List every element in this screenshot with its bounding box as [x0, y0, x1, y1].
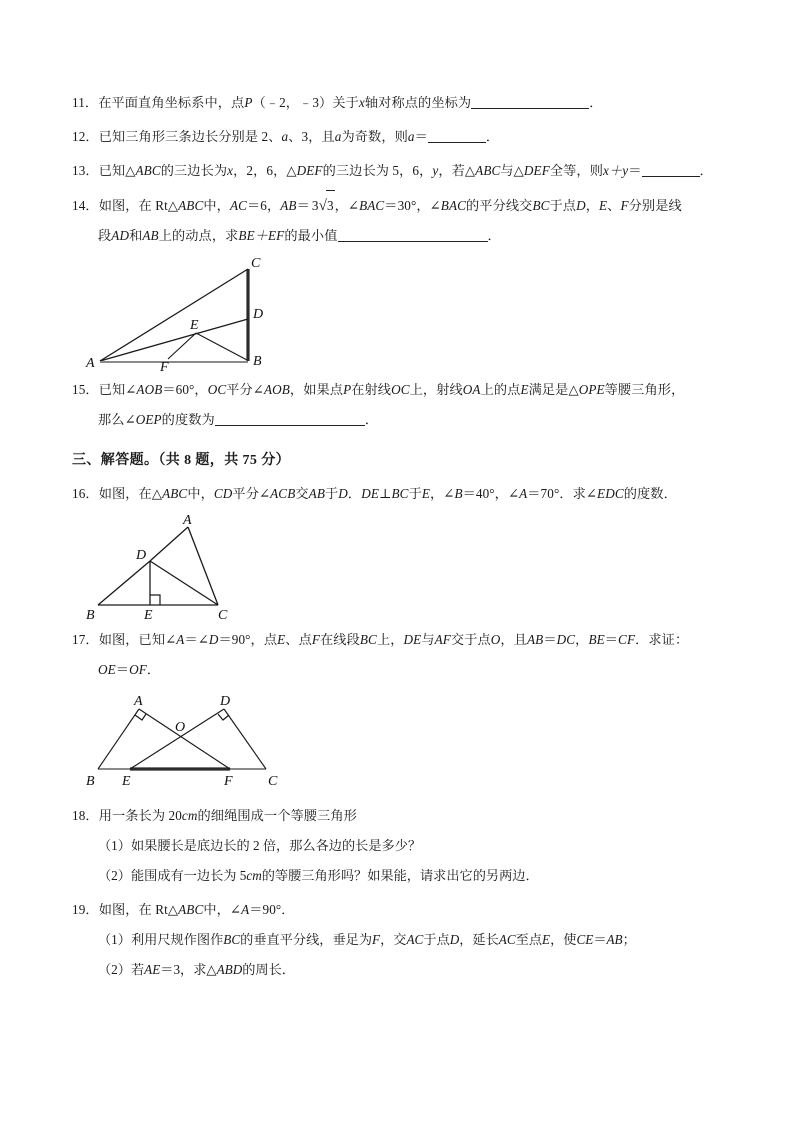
- q12-var-a1: a: [281, 129, 289, 144]
- q14-t2: 中，: [203, 198, 230, 213]
- q14-t8: 于点: [549, 198, 577, 213]
- q16-angle-a: A: [519, 486, 528, 501]
- q16-t7: ⊥: [378, 486, 392, 501]
- question-14-number: 14．: [72, 198, 99, 213]
- q15-period: ．: [364, 412, 379, 427]
- q12-text-c: 为奇数，则: [341, 129, 408, 144]
- figure-question-16: [72, 513, 722, 623]
- q16-t8: 于: [408, 486, 422, 501]
- q16-cd: CD: [213, 486, 233, 501]
- question-19-sub-1: [72, 925, 722, 955]
- right-angle-mark-d: [218, 714, 229, 720]
- figure-17-label-O: O: [175, 720, 186, 735]
- q13-t7: 全等，则: [549, 163, 604, 178]
- figure-17-label-B: B: [86, 774, 95, 789]
- q12-text-a: 已知三角形三条边长分别是 2、: [98, 129, 282, 144]
- q17-pt-f: F: [311, 632, 321, 647]
- question-17: [72, 625, 722, 685]
- q14-bac-2: BAC: [440, 198, 467, 213]
- segment-af: [139, 709, 230, 769]
- q19-ab: AB: [606, 932, 623, 947]
- worksheet-content: [72, 88, 722, 989]
- q17-angle-d: D: [208, 632, 219, 647]
- q17-angle-a: A: [176, 632, 185, 647]
- q14-l2b: 和: [129, 228, 143, 243]
- figure-14-label-D: D: [253, 307, 264, 322]
- q15-t6: 上，射线: [409, 382, 463, 397]
- q14-be-ef: BE＋EF: [238, 228, 285, 243]
- q11-period: ．: [589, 95, 603, 110]
- question-14-line-1: [72, 190, 722, 221]
- q14-bac-1: BAC: [359, 198, 385, 213]
- q13-var-x: x: [227, 163, 234, 178]
- q19-abc: ABC: [178, 902, 204, 917]
- q17-ab: AB: [527, 632, 544, 647]
- q16-t6: ．: [347, 486, 362, 501]
- q11-point-p: P: [244, 95, 253, 110]
- section-heading-three: 三、解答题。（共 8 题，共 75 分）: [72, 453, 290, 468]
- question-13: [72, 156, 722, 186]
- q17-cf: CF: [618, 632, 636, 647]
- question-13-line-1: [72, 156, 722, 186]
- q19-bc: BC: [223, 932, 241, 947]
- q16-t10: ＝40°，∠: [462, 486, 520, 501]
- question-11: [72, 88, 722, 118]
- q19-s1end: ；: [622, 932, 636, 947]
- q16-angle-b: B: [454, 486, 463, 501]
- q15-oa: OA: [462, 382, 481, 397]
- q15-t1: 已知∠: [98, 382, 137, 397]
- q19-s1e: ，延长: [459, 932, 499, 947]
- q11-text-a: 在平面直角坐标系中，点: [98, 95, 245, 110]
- q15-oc-1: OC: [207, 382, 227, 397]
- q13-t3: ，2，6，△: [233, 163, 297, 178]
- question-18-sub-2: [72, 861, 722, 891]
- q16-t12: 的度数．: [623, 486, 677, 501]
- q17-t11: ，: [575, 632, 589, 647]
- q17-period: ．: [146, 662, 161, 677]
- q14-ac: AC: [229, 198, 247, 213]
- q15-l2a: 那么∠: [98, 412, 136, 427]
- question-12: [72, 122, 722, 152]
- question-16-number: 16．: [72, 486, 99, 501]
- q12-answer-blank[interactable]: [428, 129, 486, 143]
- q19-s1a: （1）利用尺规作图作: [98, 932, 224, 947]
- q17-pt-e: E: [277, 632, 286, 647]
- question-17-line-1: [72, 625, 722, 655]
- question-17-line-2: [72, 655, 722, 685]
- segment-de: [130, 709, 224, 769]
- question-13-number: 13．: [72, 163, 99, 178]
- q19-pt-d: D: [449, 932, 460, 947]
- figure-14-label-B: B: [253, 354, 262, 369]
- q17-t4: 、点: [285, 632, 312, 647]
- segment-da: [150, 527, 188, 561]
- q13-def-1: DEF: [296, 163, 323, 178]
- q14-pt-d: D: [576, 198, 586, 213]
- segment-dc: [224, 709, 266, 769]
- question-12-number: 12．: [72, 129, 99, 144]
- q14-abc: ABC: [178, 198, 204, 213]
- question-14-line-2: [72, 221, 722, 251]
- q16-edc: EDC: [597, 486, 624, 501]
- q13-xy: x＋y: [603, 163, 629, 178]
- q14-ab: AB: [280, 198, 297, 213]
- q15-oep: OEP: [135, 412, 162, 427]
- right-angle-mark-e: [150, 595, 160, 605]
- q15-pt-p: P: [343, 382, 352, 397]
- q11-text-c: 轴对称点的坐标为: [364, 95, 472, 110]
- question-15-line-2: [72, 405, 722, 435]
- q18-t1: 用一条长为 20: [98, 808, 182, 823]
- q19-s1c: ，交: [380, 932, 407, 947]
- q13-abc-1: ABC: [135, 163, 161, 178]
- q16-acb: ACB: [270, 486, 296, 501]
- q14-period: ．: [487, 228, 501, 243]
- q16-t3: 平分∠: [232, 486, 271, 501]
- q12-text-b: 、3，且: [288, 129, 335, 144]
- q13-var-y: y: [432, 163, 439, 178]
- q19-s2a: （2）若: [98, 962, 145, 977]
- q16-t2: 中，: [187, 486, 214, 501]
- q19-s1b: 的垂直平分线，垂足为: [240, 932, 373, 947]
- figure-17-label-F: F: [224, 774, 233, 789]
- q19-t1: 如图，在 Rt△: [98, 902, 179, 917]
- q12-text-d: ＝: [414, 129, 428, 144]
- figure-14-label-A: A: [86, 356, 95, 371]
- segment-eb: [196, 333, 247, 360]
- q14-l2a: 段: [98, 228, 112, 243]
- q17-t10: ＝: [543, 632, 557, 647]
- q13-t6: 与△: [500, 163, 524, 178]
- q14-radical-body: 3: [326, 190, 335, 221]
- q16-t5: 于: [324, 486, 339, 501]
- q16-pt-d: D: [338, 486, 348, 501]
- question-15-line-1: [72, 375, 722, 405]
- figure-16-label-C: C: [218, 608, 228, 623]
- figure-16-label-A: A: [183, 513, 192, 528]
- figure-16-label-D: D: [136, 548, 147, 563]
- q16-t9: ，∠: [430, 486, 455, 501]
- q17-dc: DC: [556, 632, 576, 647]
- question-18-line-1: [72, 801, 722, 831]
- q16-de: DE: [361, 486, 379, 501]
- q17-bc: BC: [359, 632, 377, 647]
- figure-17-label-A: A: [134, 694, 143, 709]
- q17-pt-o: O: [490, 632, 501, 647]
- q17-of: OF: [129, 662, 147, 677]
- q15-t9: 等腰三角形，: [604, 382, 685, 397]
- q14-t11: 分别是线: [628, 198, 682, 213]
- q14-t6: ＝30°，∠: [384, 198, 441, 213]
- q15-t7: 上的点: [480, 382, 521, 397]
- question-15-number: 15．: [72, 382, 99, 397]
- q12-var-a3: a: [407, 129, 415, 144]
- q14-radical-coeff: 3: [311, 198, 319, 213]
- q17-t1: 如图，已知∠: [98, 632, 177, 647]
- q17-t5: 在线段: [320, 632, 360, 647]
- segment-bd: [98, 561, 150, 605]
- q15-t5: 在射线: [351, 382, 392, 397]
- question-11-line-1: [72, 88, 722, 118]
- q17-t2: ＝∠: [184, 632, 209, 647]
- q14-l2d: 的最小值: [284, 228, 338, 243]
- question-18: [72, 801, 722, 891]
- q16-ab: AB: [308, 486, 325, 501]
- q15-t2: ＝60°，: [162, 382, 208, 397]
- q13-period: ．: [699, 163, 713, 178]
- q17-af: AF: [434, 632, 451, 647]
- q19-s2b: ＝3，求△: [160, 962, 217, 977]
- q19-abd: ABD: [216, 962, 243, 977]
- question-11-number: 11．: [72, 95, 99, 110]
- q17-t9: ，且: [500, 632, 527, 647]
- q13-answer-blank[interactable]: [642, 163, 700, 177]
- figure-question-17: [72, 689, 722, 799]
- question-16: [72, 479, 722, 509]
- figure-16-label-E: E: [144, 608, 153, 623]
- q17-eq: ＝: [115, 662, 130, 677]
- radical-icon: √: [318, 198, 327, 214]
- q16-pt-e: E: [421, 486, 431, 501]
- q15-aob-2: AOB: [263, 382, 290, 397]
- q16-bc: BC: [391, 486, 409, 501]
- q13-abc-2: ABC: [475, 163, 501, 178]
- q13-t2: 的三边长为: [160, 163, 228, 178]
- question-15: [72, 375, 722, 435]
- question-19-number: 19．: [72, 902, 99, 917]
- q19-ac-1: AC: [406, 932, 424, 947]
- segment-ef: [168, 333, 196, 359]
- segment-ac: [188, 527, 218, 605]
- question-19-sub-2: [72, 955, 722, 985]
- q17-t7: 与: [421, 632, 435, 647]
- q19-t2: 中，∠: [203, 902, 242, 917]
- q16-abc: ABC: [162, 486, 188, 501]
- q14-t9: ，: [585, 198, 600, 213]
- q14-l2c: 上的动点，求: [158, 228, 239, 243]
- figure-14-label-C: C: [251, 256, 261, 271]
- q19-s2c: 的周长．: [242, 962, 295, 977]
- q19-angle-a: A: [241, 902, 250, 917]
- q17-t3: ＝90°，点: [218, 632, 278, 647]
- q13-t8: ＝: [628, 163, 642, 178]
- q19-t3: ＝90°．: [249, 902, 295, 917]
- q19-s1d: 于点: [423, 932, 450, 947]
- q15-t8: 满足是△: [528, 382, 579, 397]
- figure-17-label-E: E: [122, 774, 131, 789]
- q13-t4: 的三边长为 5，6，: [322, 163, 433, 178]
- q19-ce: CE: [576, 932, 594, 947]
- question-18-number: 18．: [72, 808, 99, 823]
- q18-unit-cm-2: cm: [246, 868, 262, 883]
- q15-ope: OPE: [578, 382, 605, 397]
- question-16-line-1: [72, 479, 722, 509]
- q17-t8: 交于点: [450, 632, 491, 647]
- q19-s1h: ＝: [593, 932, 607, 947]
- q14-ad: AD: [111, 228, 130, 243]
- q19-ac-2: AC: [498, 932, 516, 947]
- q19-ae: AE: [144, 962, 161, 977]
- q18-unit-cm-1: cm: [181, 808, 198, 823]
- q19-s1f: 至点: [515, 932, 543, 947]
- q14-t5: ，∠: [334, 198, 360, 213]
- q14-t3: ＝6，: [247, 198, 281, 213]
- figure-17-label-D: D: [220, 694, 231, 709]
- figure-16-svg: [72, 513, 302, 623]
- q14-ab-2: AB: [142, 228, 159, 243]
- q14-answer-blank[interactable]: [338, 228, 488, 242]
- question-19-line-1: [72, 895, 722, 925]
- figure-14-svg: [72, 255, 312, 373]
- q18-sub2-a: （2）能围成有一边长为 5: [98, 868, 247, 883]
- q15-t4: ，如果点: [289, 382, 344, 397]
- q14-t7: 的平分线交: [466, 198, 533, 213]
- q11-axis-x: x: [358, 95, 365, 110]
- q15-pt-e: E: [520, 382, 529, 397]
- q17-de: DE: [403, 632, 422, 647]
- q17-oe: OE: [98, 662, 116, 677]
- q18-t2: 的细绳围成一个等腰三角形: [197, 808, 357, 823]
- q15-t3: 平分∠: [226, 382, 264, 397]
- q19-s1g: ，使: [550, 932, 577, 947]
- q15-aob-1: AOB: [136, 382, 163, 397]
- q14-t10: 、: [607, 198, 621, 213]
- right-angle-mark-a: [135, 714, 146, 720]
- q16-t1: 如图，在△: [98, 486, 163, 501]
- question-18-sub-1: （1）如果腰长是底边长的 2 倍，那么各边的长是多少？: [98, 838, 422, 853]
- q19-pt-f: F: [372, 932, 381, 947]
- segment-ac: [100, 269, 248, 361]
- segment-ad: [100, 319, 248, 361]
- q15-oc-2: OC: [391, 382, 410, 397]
- q11-text-b: （﹣2，﹣3）关于: [252, 95, 359, 110]
- q19-pt-e: E: [542, 932, 551, 947]
- figure-question-14: [72, 255, 722, 373]
- q14-bc: BC: [532, 198, 550, 213]
- q12-period: ．: [485, 129, 500, 144]
- figure-14-label-E: E: [190, 318, 199, 333]
- q12-var-a2: a: [334, 129, 342, 144]
- q15-l2b: 的度数为: [161, 412, 215, 427]
- q17-t13: ．求证：: [635, 632, 689, 647]
- figure-17-label-C: C: [268, 774, 278, 789]
- figure-14-label-F: F: [160, 360, 169, 373]
- q17-t12: ＝: [604, 632, 619, 647]
- figure-16-label-B: B: [86, 608, 95, 623]
- q18-sub2-b: 的等腰三角形吗？如果能，请求出它的另两边．: [261, 868, 539, 883]
- q13-def-2: DEF: [523, 163, 550, 178]
- q16-t4: 交: [295, 486, 309, 501]
- q15-answer-blank[interactable]: [215, 412, 365, 426]
- q17-be: BE: [588, 632, 605, 647]
- question-17-number: 17．: [72, 632, 99, 647]
- q14-radical: [310, 190, 335, 221]
- question-12-line-1: [72, 122, 722, 152]
- q14-t4: ＝: [296, 198, 310, 213]
- q14-pt-e: E: [599, 198, 608, 213]
- q11-answer-blank[interactable]: [471, 95, 589, 109]
- q14-pt-f: F: [620, 198, 629, 213]
- q13-t5: ，若△: [438, 163, 476, 178]
- q13-t1: 已知△: [98, 163, 136, 178]
- segment-ab: [98, 709, 139, 769]
- q14-t1: 如图，在 Rt△: [98, 198, 179, 213]
- q16-t11: ＝70°．求∠: [527, 486, 598, 501]
- q17-t6: 上，: [376, 632, 404, 647]
- question-19: [72, 895, 722, 985]
- figure-17-svg: [72, 689, 312, 799]
- question-14: [72, 190, 722, 251]
